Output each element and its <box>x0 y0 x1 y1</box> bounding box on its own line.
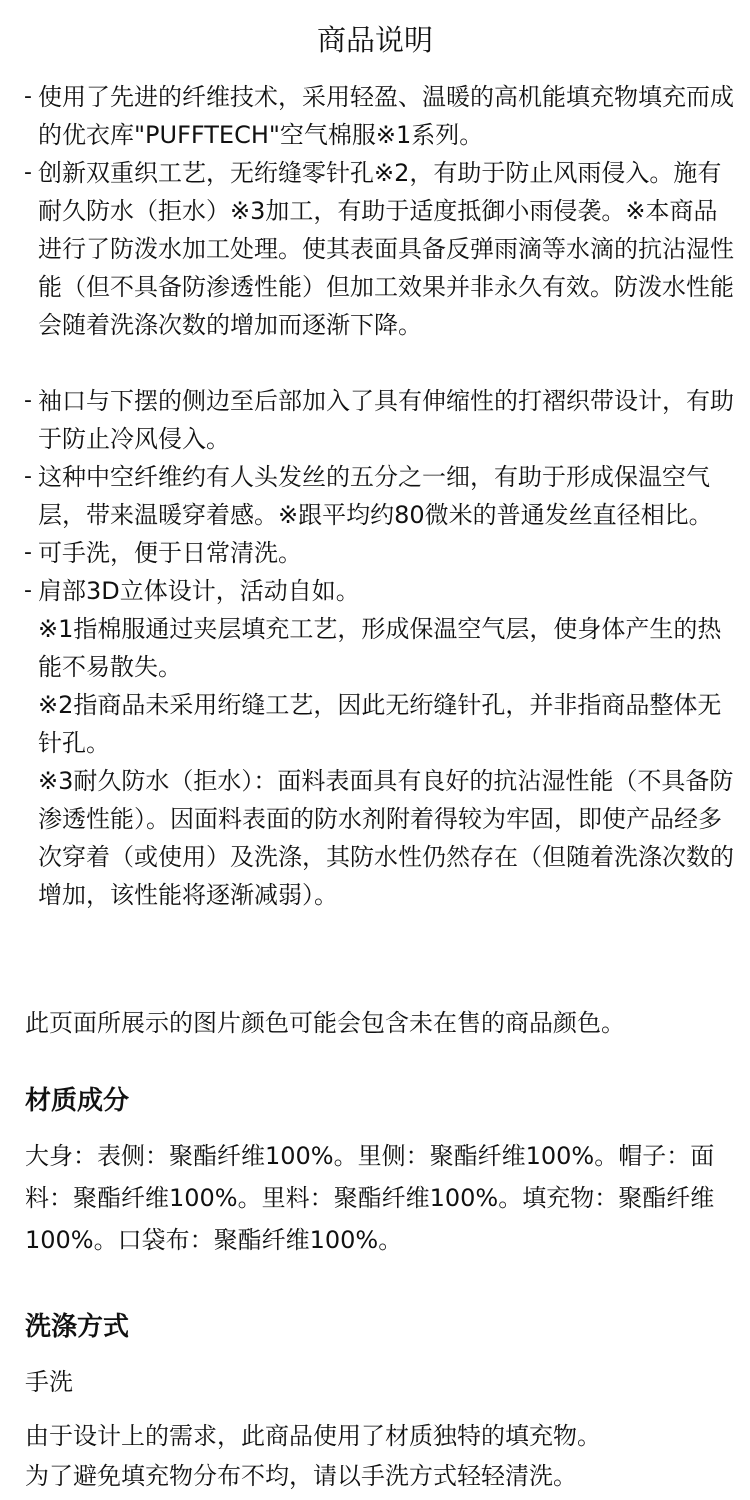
feature-text: 袖口与下摆的侧边至后部加入了具有伸缩性的打褶织带设计，有助于防止冷风侵入。 <box>38 387 734 453</box>
feature-bullet <box>22 154 734 344</box>
material-composition: 大身：表侧：聚酯纤维100%。里侧：聚酯纤维100%。帽子：面料：聚酯纤维100%。里料：聚酯纤维100%。填充物：聚酯纤维100%。口袋布：聚酯纤维100%。 <box>25 1142 715 1254</box>
footnote: ※1指棉服通过夹层填充工艺，形成保温空气层，使身体产生的热能不易散失。 <box>38 615 722 681</box>
feature-text: 使用了先进的纤维技术，采用轻盈、温暖的高机能填充物填充而成的优衣库"PUFFTECH"空气棉服※1系列。 <box>38 83 734 149</box>
feature-bullet <box>22 534 734 572</box>
feature-bullet <box>22 572 734 610</box>
section-spacer <box>22 344 734 382</box>
feature-text: 这种中空纤维约有人头发丝的五分之一细，有助于形成保温空气层，带来温暖穿着感。※跟平均约80微米的普通发丝直径相比。 <box>38 463 713 529</box>
washing-method: 手洗 <box>25 1368 73 1396</box>
bullet-marker: - <box>24 84 32 109</box>
washing-note: 由于设计上的需求，此商品使用了材质独特的填充物。 <box>25 1422 601 1450</box>
footnote: ※2指商品未采用绗缝工艺，因此无绗缝针孔，并非指商品整体无针孔。 <box>38 691 722 757</box>
bullet-marker: - <box>24 540 32 565</box>
description-section <box>22 78 734 914</box>
washing-notes <box>25 1416 737 1496</box>
feature-bullet <box>22 78 734 154</box>
washing-note: 为了避免填充物分布不均，请以手洗方式轻轻清洗。 <box>25 1462 577 1490</box>
feature-text: 肩部3D立体设计，活动自如。 <box>38 577 360 605</box>
bullet-marker: - <box>24 388 32 413</box>
page-title: 商品说明 <box>316 23 433 57</box>
color-disclaimer: 此页面所展示的图片颜色可能会包含未在售的商品颜色。 <box>25 1009 625 1037</box>
bullet-marker: - <box>24 160 32 185</box>
feature-text: 可手洗，便于日常清洗。 <box>38 539 302 567</box>
washing-heading: 洗涤方式 <box>25 1312 130 1342</box>
feature-bullet <box>22 458 734 534</box>
bullet-marker: - <box>24 578 32 603</box>
footnote: ※3耐久防水（拒水）：面料表面具有良好的抗沾湿性能（不具备防渗透性能）。因面料表面的防水剂附着得较为牢固，即使产品经多次穿着（或使用）及洗涤，其防水性仍然存在（但随着洗涤次数的增加，该性能将逐渐减弱）。 <box>38 767 734 909</box>
bullet-marker: - <box>24 464 32 489</box>
feature-bullet <box>22 382 734 458</box>
material-heading: 材质成分 <box>25 1086 130 1116</box>
feature-text: 创新双重织工艺，无绗缝零针孔※2，有助于防止风雨侵入。施有耐久防水（拒水）※3加工，有助于适度抵御小雨侵袭。※本商品进行了防泼水加工处理。使其表面具备反弹雨滴等水滴的抗沾湿性能（但不具备防渗透性能）但加工效果并非永久有效。防泼水性能会随着洗涤次数的增加而逐渐下降。 <box>38 159 734 339</box>
